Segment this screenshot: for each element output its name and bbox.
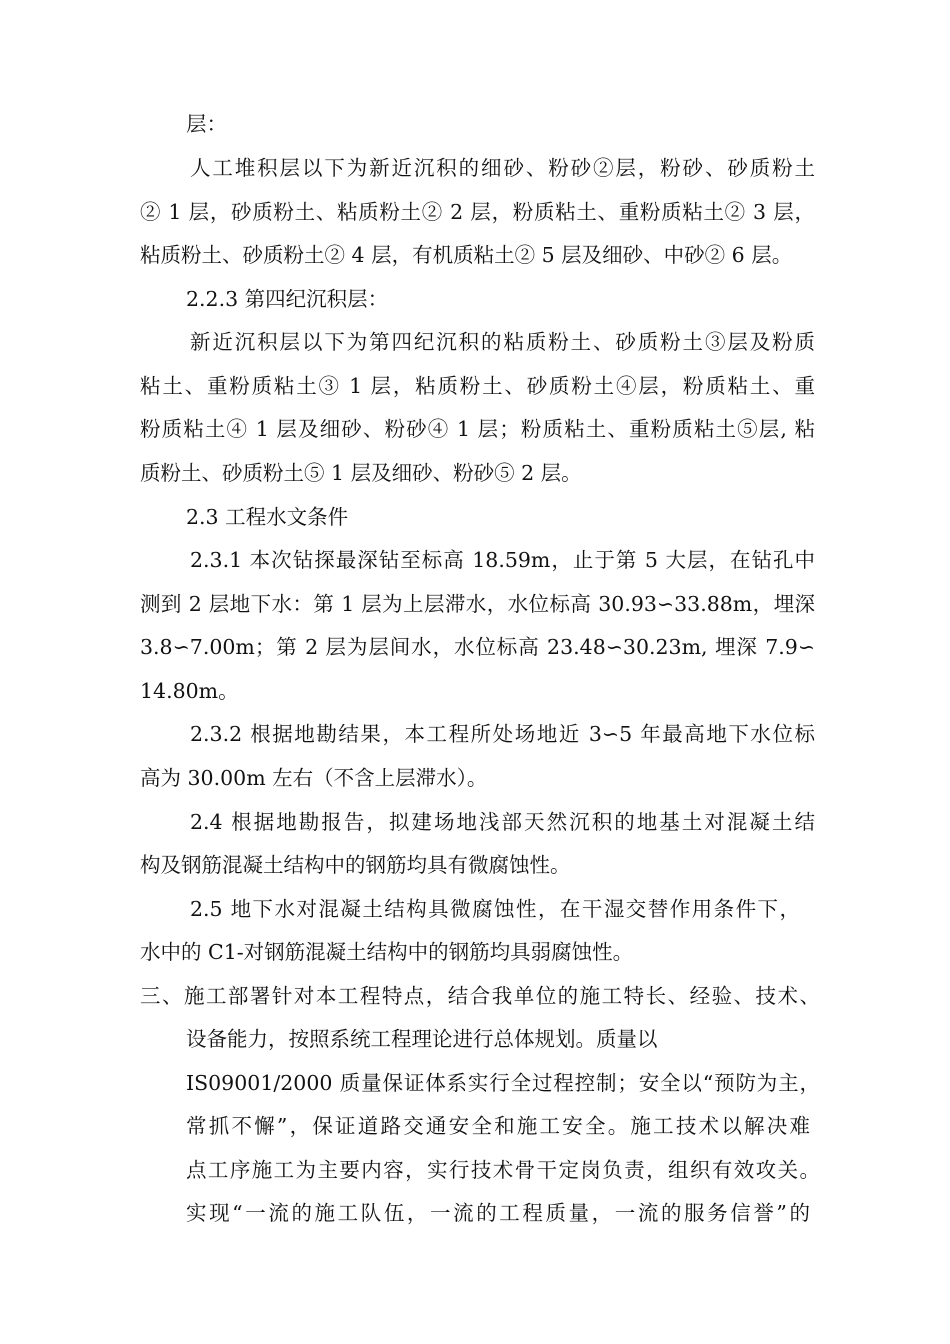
text-line: 2.3.1 本次钻探最深钻至标高 18.59m，止于第 5 大层，在钻孔中: [190, 548, 815, 572]
text-line: 14.80m。: [140, 679, 239, 703]
text-line: IS09001/2000 质量保证体系实行全过程控制；安全以“预防为主，: [186, 1071, 820, 1095]
text-line: 质粉土、砂质粉土⑤ 1 层及细砂、粉砂⑤ 2 层。: [140, 461, 582, 485]
text-line: 设备能力，按照系统工程理论进行总体规划。质量以: [186, 1027, 658, 1051]
text-line: 层：: [186, 112, 227, 136]
text-line: 粉质粘土④ 1 层及细砂、粉砂④ 1 层；粉质粘土、重粉质粘土⑤层, 粘: [140, 417, 815, 441]
text-line: 新近沉积层以下为第四纪沉积的粘质粉土、砂质粉土③层及粉质: [190, 330, 815, 354]
text-line: 实现“一流的施工队伍，一流的工程质量，一流的服务信誉”的: [186, 1201, 810, 1225]
text-line: 粘土、重粉质粘土③ 1 层，粘质粉土、砂质粉土④层，粉质粘土、重: [140, 374, 815, 398]
text-line: 水中的 C1-对钢筋混凝土结构中的钢筋均具弱腐蚀性。: [140, 940, 634, 964]
text-line: 2.2.3 第四纪沉积层：: [186, 287, 389, 311]
text-line: 2.4 根据地勘报告，拟建场地浅部天然沉积的地基土对混凝土结: [190, 810, 815, 834]
text-line: 粘质粉土、砂质粉土② 4 层，有机质粘土② 5 层及细砂、中砂② 6 层。: [140, 243, 793, 267]
text-line: 2.3 工程水文条件: [186, 505, 349, 529]
text-line: 构及钢筋混凝土结构中的钢筋均具有微腐蚀性。: [140, 853, 571, 877]
text-line: 3.8∽7.00m；第 2 层为层间水，水位标高 23.48∽30.23m, 埋深 7.9∽: [140, 635, 815, 659]
text-line: 人工堆积层以下为新近沉积的细砂、粉砂②层，粉砂、砂质粉土: [190, 156, 815, 180]
text-line: 2.5 地下水对混凝土结构具微腐蚀性，在干湿交替作用条件下，: [190, 897, 800, 921]
text-line: 2.3.2 根据地勘结果，本工程所处场地近 3∽5 年最高地下水位标: [190, 722, 815, 746]
text-line: 常抓不懈”，保证道路交通安全和施工安全。施工技术以解决难: [186, 1114, 810, 1138]
text-line: 点工序施工为主要内容，实行技术骨干定岗负责，组织有效攻关。: [186, 1158, 820, 1182]
text-line: 高为 30.00m 左右（不含上层滞水）。: [140, 766, 488, 790]
text-line: 测到 2 层地下水：第 1 层为上层滞水，水位标高 30.93∽33.88m，埋深: [140, 592, 815, 616]
text-line: 三、施工部署针对本工程特点，结合我单位的施工特长、经验、技术、: [140, 984, 820, 1008]
text-line: ② 1 层，砂质粉土、粘质粉土② 2 层，粉质粘土、重粉质粘土② 3 层，: [140, 200, 815, 224]
